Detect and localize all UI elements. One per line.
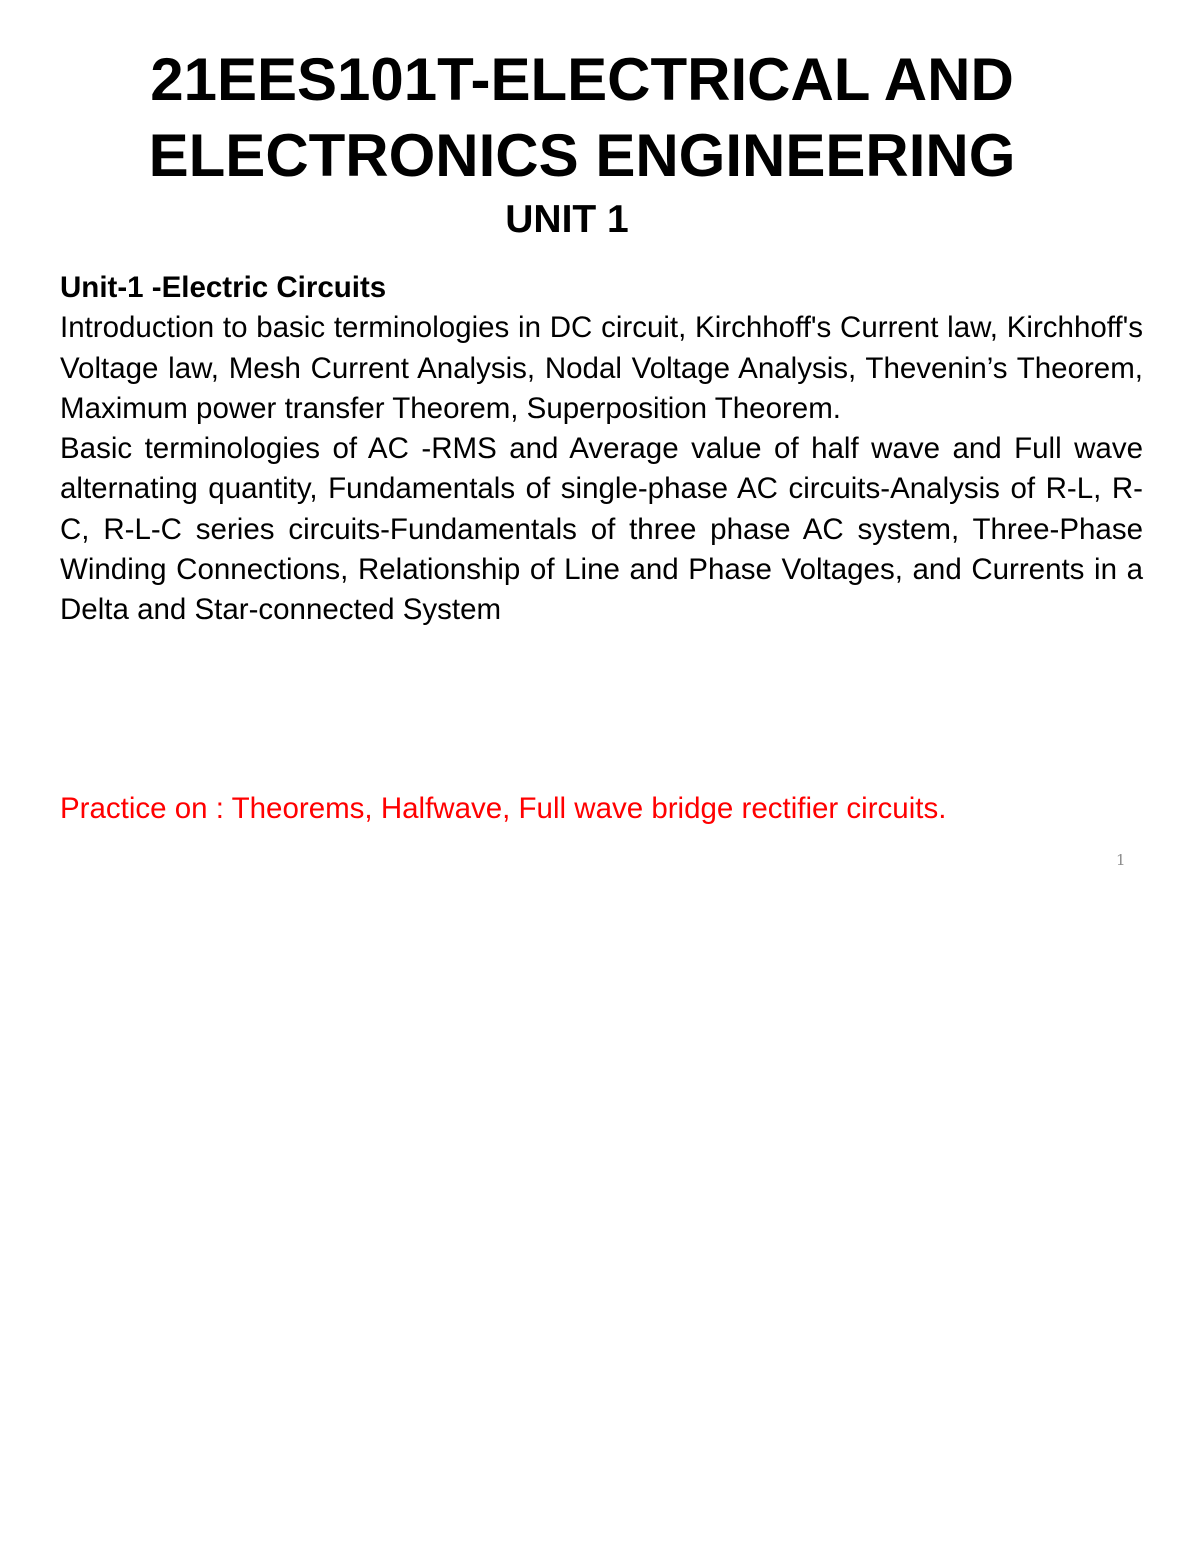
course-title-line-2: ELECTRONICS ENGINEERING	[148, 122, 1016, 189]
syllabus-body	[60, 268, 1143, 631]
practice-note: Practice on : Theorems, Halfwave, Full wave bridge rectifier circuits.	[60, 792, 947, 825]
syllabus-paragraph-ac: Basic terminologies of AC -RMS and Average value of half wave and Full wave alternating quantity, Fundamentals of single-phase AC circuits-Analysis of R-L, R-C, R-L-C series circuits-Fundamentals of three phase AC system, Three-Phase Winding Connections, Relationship of Line and Phase Voltages, and Currents in a Delta and Star-connected System	[60, 432, 1143, 627]
page-number: 1	[1116, 851, 1126, 869]
unit-heading: UNIT 1	[505, 198, 629, 241]
syllabus-paragraph-dc: Introduction to basic terminologies in DC circuit, Kirchhoff's Current law, Kirchhoff's Voltage law, Mesh Current Analysis, Nodal Voltage Analysis, Thevenin’s Theorem, Maximum power transfer Theorem, Superposition Theorem.	[60, 311, 1143, 425]
section-heading: Unit-1 -Electric Circuits	[60, 271, 387, 304]
course-title-line-1: 21EES101T-ELECTRICAL AND	[150, 46, 1014, 113]
